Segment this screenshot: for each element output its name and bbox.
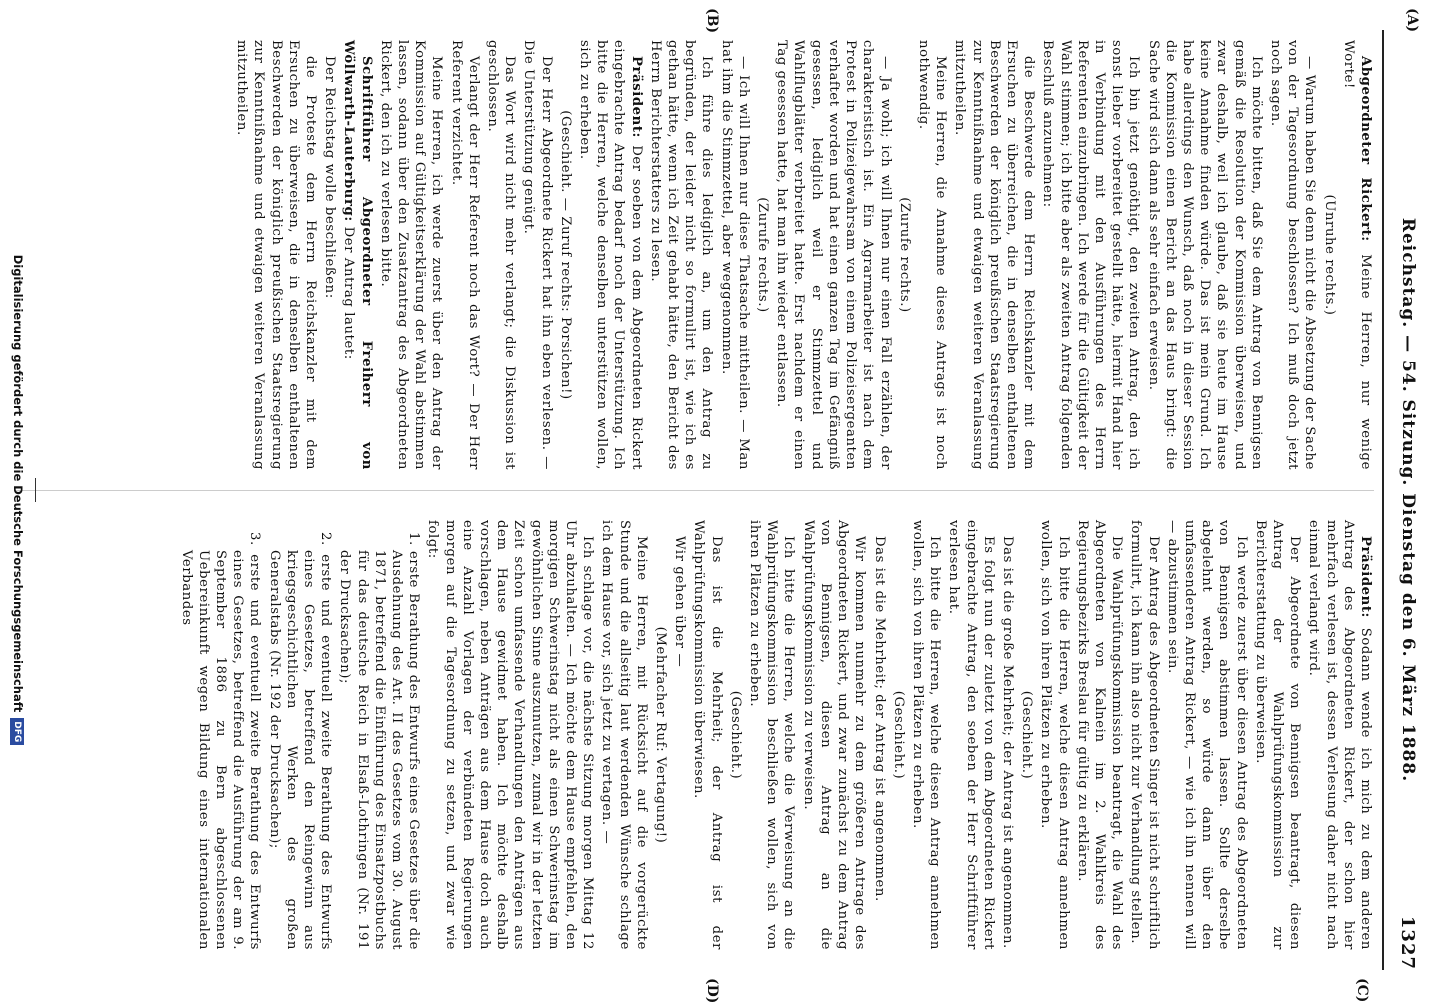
interjection: (Geschieht. — Zuruf rechts: Porsichen!) (557, 110, 573, 400)
speech-text: Der Antrag lautet: (341, 226, 357, 360)
paragraph: Das ist die große Mehrheit; der Antrag ist angenommen. (999, 536, 1015, 949)
speech-text: Sodann wende ich mich zu dem anderen Antrag des Abgeordneten Rickert, der schon hier mehrfach verlesen ist, dessen Verlesung daher nicht nach einmal verlangt wird. (1306, 520, 1373, 950)
margin-marker-d: (D) (704, 978, 720, 1003)
paragraph: Der Herr Abgeordnete Rickert hat ihn eben verlesen. — Die Unterstützung genügt. (521, 40, 554, 470)
paragraph: Die Wahlprüfungskommission beantragt, die Wahl des Abgeordneten von Kalnein im 2. Wahlkreis des Regierungsbezirks Breslau für gültig zu erklären. (1074, 520, 1125, 950)
paragraph: Ich bin jetzt genöthigt, den zweiten Antrag, den ich sonst lieber vorbereitet gestellt hätte, hiermit Hand hier in Verbindung mit den Ausführungen des Herrn Referenten einzubringen. Ich werde für die Gültigkeit der Wahl stimmen; ich bitte aber als zweiten Antrag folgenden Beschluß anzunehmen: (1040, 40, 1142, 470)
margin-marker-c: (C) (1354, 978, 1370, 1003)
paragraph: Ich führe dies lediglich an, um den Antrag zu begründen, der leider nicht so formulirt ist, wie ich es gethan hätte, wenn ich Zeit gehabt hätte, den Bericht des Herrn Berichterstatters zu lesen. (647, 40, 715, 470)
margin-marker-b: (B) (704, 8, 720, 34)
agenda-item: 3. erste und eventuell zweite Berathung des Entwurfs eines Gesetzes, betreffend die Ausführung der am 9. September 1886 zu Bern abgeschlossenen Uebereinkunft wegen Bildung eines internationalen Verbandes (178, 532, 263, 950)
dfg-logo: DFG (11, 718, 25, 745)
interjection: (Geschieht.) (727, 690, 743, 780)
speaker-name: Schriftführer Abgeordneter Freiherr von Wöllwarth-Lauterburg: (341, 40, 374, 470)
speaker-name: Präsident: (1358, 536, 1373, 619)
paragraph: Ich schlage vor, die nächste Sitzung morgen Mittag 12 Uhr abzuhalten. — Ich möchte dem Hause empfehlen, den morgigen Schwerinstag nicht als einen Schwerinstag im gewöhnlichen Sinne auszunutzen, zumal wir in der letzten Zeit schon umfassende Verhandlungen den Anträgen aus dem Hause gewidmet haben. Ich möchte deshalb vorschlagen, neben Anträgen aus dem Hause doch auch eine Anzahl Vorlagen der verbündeten Regierungen morgen auf die Tagesordnung zu setzen, und zwar wie folgt: (425, 520, 596, 950)
motion-text: die Beschwerde dem Herrn Reichskanzler mit dem Ersuchen zu überreichen, die in denselben enthaltenen Beschwerden der königlich preußischen Staatsregierung zur Kenntnißnahme und etwaigen weiteren Veranlassung mitzutheilen. (952, 40, 1037, 470)
paragraph (1340, 40, 1374, 470)
page-header (1384, 30, 1424, 970)
margin-marker-a: (A) (1404, 8, 1420, 33)
paragraph: Ich werde zuerst über diesen Antrag des Abgeordneten von Bennigsen abstimmen lassen. Sollte derselbe abgelehnt werden, so würde dann über den umfassenderen Antrag Rickert, — wie ich ihn nennen will — abzustimmen sein. (1164, 520, 1249, 950)
interjection: (Mehrfacher Ruf: Vertagung!) (653, 626, 669, 844)
paragraph: Meine Herren, ich werde zuerst über den Antrag der Kommission auf Gültigkeitserklärung der Wahl abstimmen lassen, sodann über den Zusatzantrag des Abgeordneten Rickert, den ich zu verlesen bitte. (377, 40, 445, 470)
margin-tick (35, 478, 36, 502)
paragraph: Ich bitte die Herren, welche diesen Antrag annehmen wollen, sich von ihren Plätzen zu erheben. (909, 520, 943, 950)
paragraph: Wir gehen über — (672, 536, 688, 668)
right-column (175, 520, 1374, 950)
paragraph (1305, 520, 1374, 950)
header-title (1398, 30, 1418, 970)
agenda-item: 1. erste Berathung des Entwurfs eines Gesetzes über die Ausdehnung des Art. II des Gesetzes vom 30. August 1871, betreffend die Einführung des Einsatzpostbuchs für das deutsche Reich in Elsaß-Lothringen (Nr. 191 der Drucksachen); (337, 532, 422, 950)
paragraph: Das ist die Mehrheit; der Antrag ist angenommen. (871, 536, 887, 902)
header-date: Dienstag den 6. März 1888. (1398, 493, 1418, 783)
paragraph: — Ja wohl; ich will Ihnen nur einen Fall erzählen, der charakteristisch ist. Ein Agrarmarbeiter ist nach dem Protest in Polizeigewahrsam von einem Polizeisergeanten verhaftet worden und hat einen ganzen Tag im Gefängniß gesessen, lediglich weil er Stimmzettel und Wahlflugblätter verbreitet hatte. Erst nachdem er einen Tag gesessen hatte, hat man ihn wieder entlassen. (774, 40, 893, 470)
motion-text: die Proteste dem Herrn Reichskanzler mit dem Ersuchen zu überweisen, die in denselben enthaltenen Beschwerden der königlich preußischen Staatsregierung zur Kenntnißnahme und etwaigen weiteren Veranlassung mitzutheilen. (234, 40, 319, 470)
paragraph: Ich bitte die Herren, welche diesen Antrag annehmen wollen, sich von ihren Plätzen zu erheben. (1038, 520, 1071, 950)
paragraph: Meine Herren, mit Rücksicht auf die vorgerückte Stunde und die allseitig laut werdenden Wünsche schlage ich dem Hause vor, sich jetzt zu vertagen. — (599, 520, 649, 950)
paragraph: Ich möchte bitten, daß Sie dem Antrag von Bennigsen gemäß die Resolution der Kommission überweisen, und zwar deshalb, weil ich glaube, daß sie heute im Hause keine Annahme finden würde. Das ist mein Grund. Ich habe allerdings den Wunsch, daß noch in dieser Session die Kommission einen Bericht an das Haus bringt: die Sache wird sich dann als sehr einfach erweisen. (1145, 40, 1264, 470)
digitization-footer (4, 0, 32, 1000)
paragraph: Ich bitte die Herren, welche die Verweisung an die Wahlprüfungskommission beschließen wollen, sich von ihren Plätzen zu erheben. (747, 520, 797, 950)
paragraph: Der Abgeordnete von Bennigsen beantragt, diesen Antrag der Wahlprüfungskommission zur Berichterstattung zu überweisen. (1252, 520, 1303, 950)
page-number: 1327 (1397, 915, 1418, 970)
paragraph: — Ich will Ihnen nur diese Thatsache mittheilen. — Man hat ihm die Stimmzettel, aber weggenommen. (718, 40, 751, 470)
paragraph (576, 40, 645, 470)
interjection: (Zurufe rechts.) (896, 197, 912, 313)
interjection: (Zurufe rechts.) (755, 197, 771, 313)
paragraph: Meine Herren, die Annahme dieses Antrags ist noch nothwendig. (915, 40, 949, 470)
paragraph: Das Wort wird nicht mehr verlangt; die Diskussion ist geschlossen. (485, 40, 518, 470)
paragraph: Der Antrag des Abgeordneten Singer ist nicht schriftlich formulirt, ich kann ihn also nicht zur Verhandlung stellen. (1128, 520, 1161, 950)
paragraph: — Warum haben Sie denn nicht die Absetzung der Sache von der Tagesordnung beschlossen? Ich muß doch jetzt noch sagen. (1267, 40, 1318, 470)
paragraph (340, 40, 374, 470)
paragraph: Es folgt nun der zuletzt von dem Abgeordneten Rickert eingebrachte Antrag, den soeben der Herr Schriftführer verlesen hat. (946, 520, 996, 950)
paragraph: Verlangt der Herr Referent noch das Wort? — Der Herr Referent verzichtet. (448, 40, 481, 470)
column-divider (14, 490, 1374, 491)
header-rule (1382, 30, 1384, 970)
left-column (231, 40, 1374, 470)
interjection: (Unruhe rechts.) (1321, 194, 1337, 316)
paragraph: Das ist die Mehrheit; der Antrag ist der Wahlprüfungskommission überwiesen. (691, 520, 724, 950)
speaker-name: Abgeordneter Rickert: (1358, 56, 1373, 242)
header-session: Reichstag. — 54. Sitzung. (1398, 217, 1418, 487)
paragraph: Der Reichstag wolle beschließen: (322, 56, 338, 299)
speaker-name: Präsident: (628, 56, 644, 139)
agenda-item: 2. erste und eventuell zweite Berathung des Entwurfs eines Gesetzes, betreffend den Reingewinn aus kriegsgeschichtlichen Werken des großen Generalstabs (Nr. 192 der Drucksachen); (266, 532, 334, 950)
speech-text: Meine Herren, nur wenige Worte! (1340, 40, 1373, 470)
footer-text: Digitalisierung gefördert durch die Deutsche Forschungsgemeinschaft (11, 254, 25, 713)
speech-text: Der soeben von dem Abgeordneten Rickert eingebrachte Antrag bedarf noch der Unterstützung. Ich bitte die Herren, welche denselben unterstützen wollen, sich zu erheben. (577, 40, 644, 470)
interjection: (Geschieht.) (890, 690, 906, 780)
paragraph: Wir kommen nunmehr zu dem größeren Antrage des Abgeordneten Rickert, und zwar zunächst zu dem Antrag von Bennigsen, diesen Antrag an die Wahlprüfungskommission zu verweisen. (800, 520, 868, 950)
interjection: (Geschieht.) (1019, 690, 1035, 780)
